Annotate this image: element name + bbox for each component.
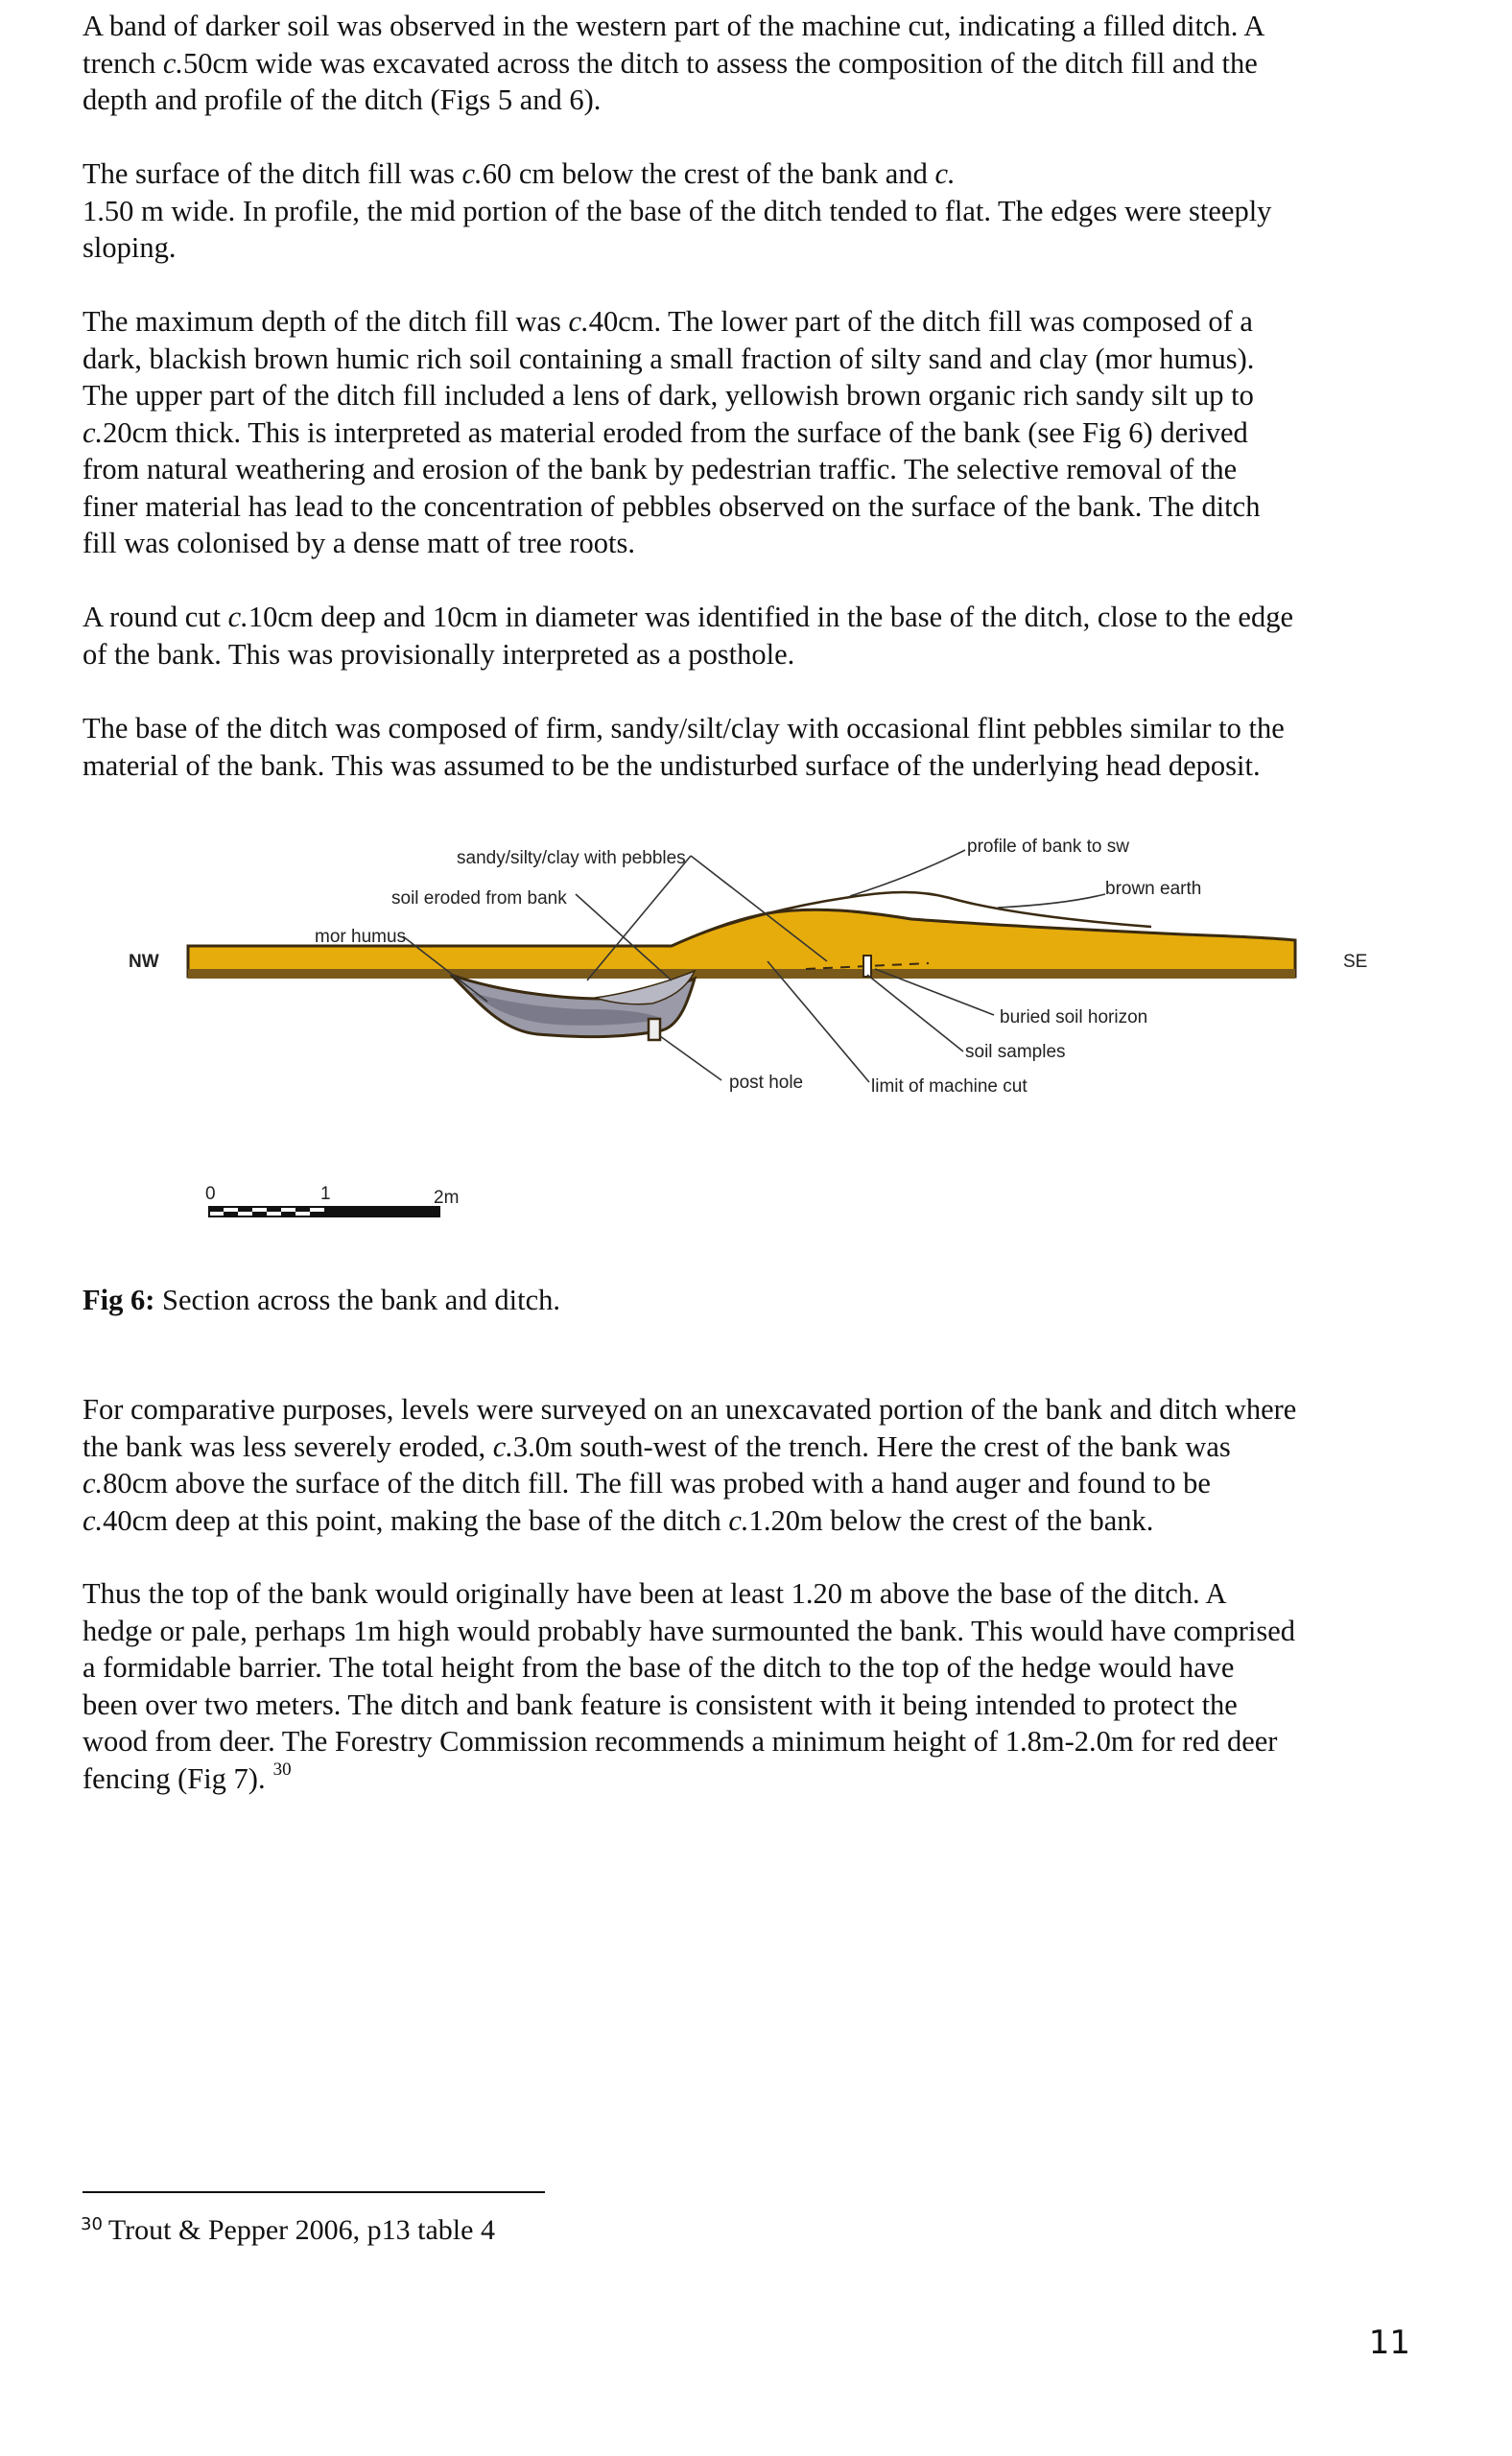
footnote-number: 30 (81, 2214, 103, 2234)
label-soil-samples: soil samples (965, 1042, 1066, 1062)
page-number: 11 (1368, 2324, 1410, 2362)
text-line: The upper part of the ditch fill included a lens of dark, yellowish brown organic rich sandy silt up to (83, 379, 1254, 412)
scale-tick-1: 1 (320, 1184, 331, 1204)
text-line: c.20cm thick. This is interpreted as material eroded from the surface of the bank (see Fig 6) derived (83, 415, 1248, 449)
footnote-reference[interactable]: 30 (272, 1759, 292, 1780)
footnote-text: Trout & Pepper 2006, p13 table 4 (107, 2214, 495, 2246)
scale-tick-2m: 2m (434, 1188, 460, 1208)
text-line: c.80cm above the surface of the ditch fill. The fill was probed with a hand auger and found to be (83, 1467, 1211, 1500)
text-line: fill was colonised by a dense matt of tree roots. (83, 527, 635, 559)
text-line: c.40cm deep at this point, making the base of the ditch c.1.20m below the crest of the bank. (83, 1503, 1154, 1537)
label-limit-machine-cut: limit of machine cut (871, 1076, 1028, 1097)
paragraph-comparative (83, 1391, 1445, 1539)
text-line: the bank was less severely eroded, c.3.0m south-west of the trench. Here the crest of the bank was (83, 1429, 1231, 1463)
text-line: hedge or pale, perhaps 1m high would probably have surmounted the bank. This would have comprised (83, 1614, 1296, 1647)
text-line: The base of the ditch was composed of firm, sandy/silt/clay with occasional flint pebbles similar to the (83, 712, 1285, 744)
label-brown-earth: brown earth (1105, 879, 1202, 899)
scale-tick-0: 0 (205, 1184, 216, 1204)
paragraph-conclusion (83, 1575, 1445, 1802)
text-line: from natural weathering and erosion of the bank by pedestrian traffic. The selective removal of the (83, 453, 1238, 485)
text-line: dark, blackish brown humic rich soil containing a small fraction of silty sand and clay (mor humus). (83, 342, 1255, 375)
post-hole (649, 1019, 660, 1040)
label-buried-soil: buried soil horizon (1000, 1007, 1148, 1027)
figure-caption: Fig 6: Section across the bank and ditch. (83, 1284, 561, 1316)
text-line: For comparative purposes, levels were surveyed on an unexcavated portion of the bank and ditch where (83, 1393, 1297, 1426)
text-line: finer material has lead to the concentration of pebbles observed on the surface of the bank. The ditch (83, 489, 1261, 523)
label-soil-eroded: soil eroded from bank (391, 888, 567, 909)
text-line: trench c.50cm wide was excavated across the ditch to assess the composition of the ditch fill and the (83, 46, 1258, 80)
label-mor-humus: mor humus (315, 927, 407, 947)
text-line: material of the bank. This was assumed to be the undisturbed surface of the underlying head deposit. (83, 748, 1261, 782)
text-line: The maximum depth of the ditch fill was c.40cm. The lower part of the ditch fill was composed of a (83, 305, 1253, 338)
label-profile-sw: profile of bank to sw (967, 837, 1129, 857)
text-line: been over two meters. The ditch and bank feature is consistent with it being intended to protect the (83, 1688, 1238, 1721)
text-line: depth and profile of the ditch (Figs 5 and 6). (83, 83, 602, 116)
text-line: sloping. (83, 231, 177, 264)
text-line: fencing (Fig 7). $^{30}$ (83, 1759, 292, 1795)
scale-bar (205, 1184, 459, 1216)
text-line: of the bank. This was provisionally interpreted as a posthole. (83, 637, 795, 671)
text-line: A band of darker soil was observed in the western part of the machine cut, indicating a filled ditch. A (83, 10, 1265, 42)
footnote-separator (83, 2191, 545, 2193)
text-line: Thus the top of the bank would originally have been at least 1.20 m above the base of the ditch. A (83, 1577, 1227, 1610)
underlying-strip (188, 969, 1295, 979)
text-line: wood from deer. The Forestry Commission recommends a minimum height of 1.8m-2.0m for red deer (83, 1725, 1278, 1758)
text-line: A round cut c.10cm deep and 10cm in diameter was identified in the base of the ditch, close to the edge (83, 601, 1293, 633)
footnote (81, 2212, 495, 2253)
label-nw: NW (129, 952, 159, 972)
label-se: SE (1343, 952, 1368, 972)
label-sandy-silty-clay: sandy/silty/clay with pebbles (457, 848, 686, 868)
text-line: 1.50 m wide. In profile, the mid portion of the base of the ditch tended to flat. The edges were steeply (83, 194, 1272, 227)
text-line: a formidable barrier. The total height from the base of the ditch to the top of the hedge would have (83, 1651, 1235, 1684)
label-post-hole: post hole (729, 1073, 804, 1093)
soil-sample-marker (863, 956, 871, 977)
text-line: The surface of the ditch fill was c.60 cm below the crest of the bank and c. (83, 157, 956, 190)
